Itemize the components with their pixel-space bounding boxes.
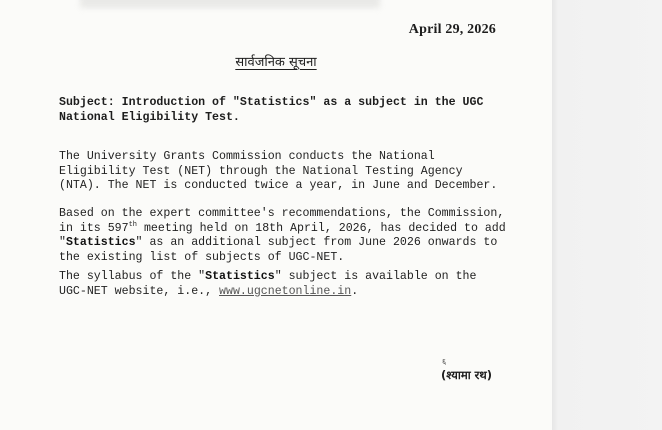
notice-title: सार्वजनिक सूचना bbox=[235, 55, 317, 70]
subject-name-bold: Statistics bbox=[65, 236, 136, 249]
website-link[interactable]: www.ugcnetonline.in bbox=[219, 284, 352, 298]
ordinal-suffix: th bbox=[128, 220, 137, 229]
paragraph-syllabus-text-2: " subject is available on the UGC-NET website, i.e., bbox=[59, 270, 477, 298]
paragraph-decision-text-3: " as an additional subject from June 2026 onwards to the existing list of subjects of UGC-NET. bbox=[59, 236, 498, 264]
document-date: April 29, 2026 bbox=[408, 22, 496, 37]
signatory-name: (श्यामा रथ) bbox=[441, 368, 492, 382]
subject-line: Subject: Introduction of "Statistics" as a subject in the UGC National Eligibility Test. bbox=[59, 96, 484, 124]
paragraph-net-intro: The University Grants Commission conducts the National Eligibility Test (NET) through the National Testing Agency (NTA). The NET is conducted twice a year, in June and December. bbox=[59, 150, 498, 192]
paragraph-decision-text-1: Based on the expert committee's recommendations, the Commission, in its 597 bbox=[59, 207, 505, 235]
paragraph-syllabus-text-1: The syllabus of the " bbox=[59, 270, 206, 283]
subject-name-bold: Statistics bbox=[205, 270, 275, 283]
paragraph-syllabus-text-3: . bbox=[351, 284, 359, 298]
paragraph-decision bbox=[59, 207, 509, 265]
paragraph-decision-text-2: meeting held on 18th April, 2026, has decided to add " bbox=[59, 221, 506, 249]
viewer-background-strip bbox=[552, 0, 662, 430]
signature-mark: ६ bbox=[442, 357, 447, 366]
faded-header-remnant bbox=[80, 0, 380, 8]
paragraph-syllabus bbox=[59, 270, 509, 299]
